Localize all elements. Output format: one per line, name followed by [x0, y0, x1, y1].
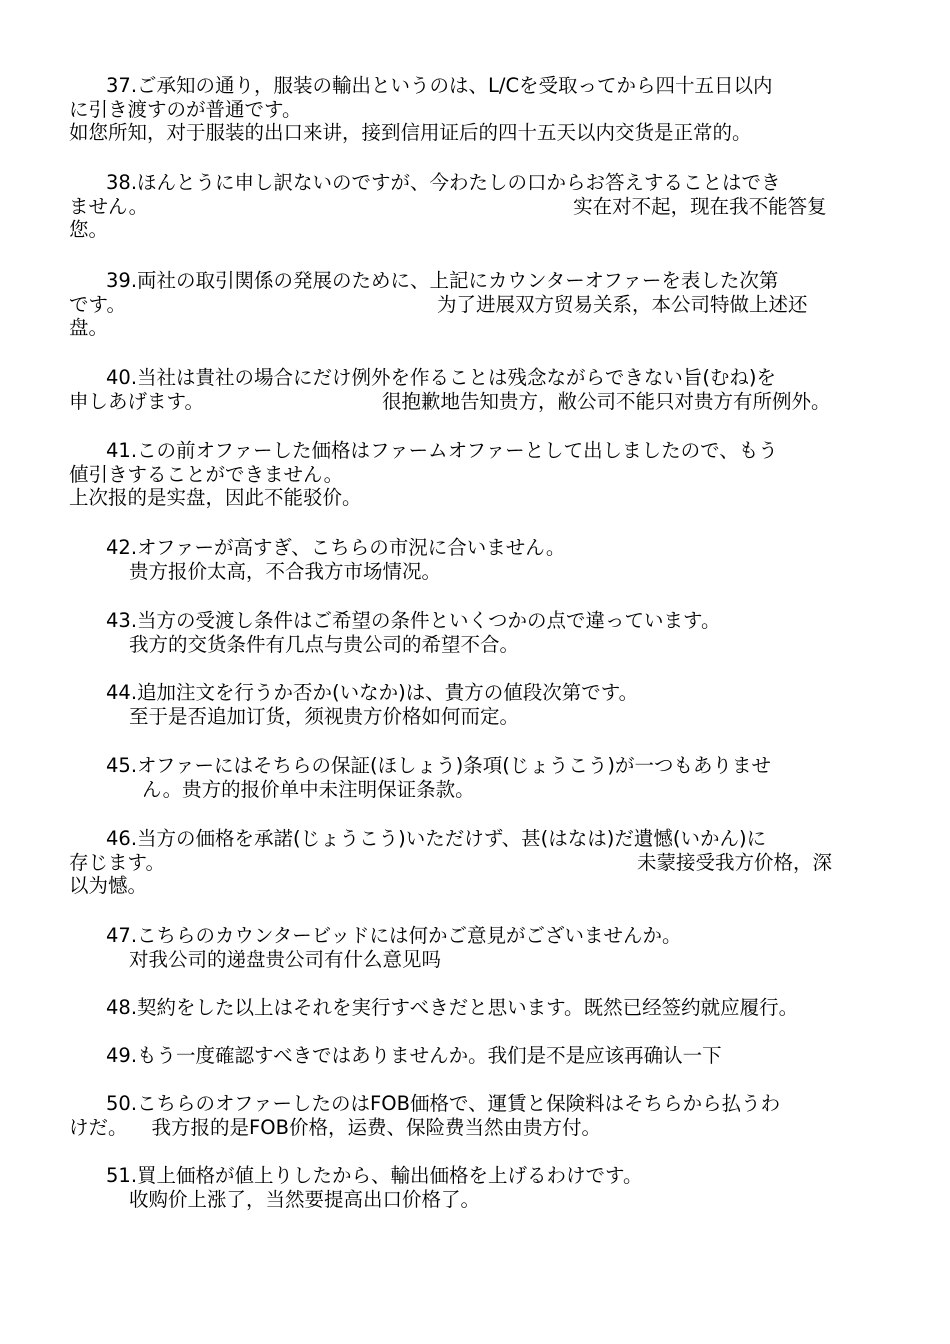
entry-chinese: 如您所知，对于服装的出口来讲，接到信用证后的四十五天以内交货是正常的。 [69, 121, 752, 144]
entry-japanese: 37.ご承知の通り，服装の輸出というのは、L/Cを受取ってから四十五日以内 [106, 74, 773, 97]
entry-japanese-cont: 申しあげます。 [69, 389, 204, 413]
entry-42 [69, 536, 899, 583]
entry-chinese: 实在对不起，现在我不能答复 [573, 194, 827, 218]
entry-39 [69, 269, 899, 340]
entry-chinese: 我们是不是应该再确认一下 [487, 1044, 722, 1067]
entry-43 [69, 609, 899, 656]
entry-japanese: 46.当方の価格を承諾(じょうこう)いただけず、甚(はなは)だ遺憾(いかん)に [106, 827, 767, 850]
entry-51 [69, 1164, 899, 1211]
entry-37 [69, 74, 899, 145]
entry-41 [69, 439, 899, 510]
entry-chinese-cont: 您。 [69, 218, 109, 241]
entry-38 [69, 171, 899, 242]
entry-japanese-cont: 存じます。 [69, 850, 165, 874]
entry-chinese: 贵方报价太高，不合我方市场情况。 [129, 559, 442, 583]
entry-50 [69, 1092, 899, 1139]
entry-chinese: 我方的交货条件有几点与贵公司的希望不合。 [129, 632, 520, 656]
entry-japanese: 38.ほんとうに申し訳ないのですが、今わたしの口からお答えすることはでき [106, 171, 781, 194]
entry-40 [69, 366, 899, 413]
entry-chinese: 既然已经签约就应履行。 [583, 996, 799, 1019]
entry-chinese: 上次报的是实盘，因此不能驳价。 [69, 486, 362, 509]
entry-japanese: 42.オファーが高すぎ、こちらの市況に合いません。 [106, 536, 566, 559]
entry-48 [69, 996, 899, 1020]
entry-49 [69, 1044, 899, 1068]
entry-japanese: 39.両社の取引関係の発展のために、上記にカウンターオファーを表した次第 [106, 269, 779, 292]
entry-chinese-cont: 盘。 [69, 316, 109, 339]
entry-japanese-cont: です。 [69, 292, 126, 316]
entry-japanese: 43.当方の受渡し条件はご希望の条件といくつかの点で違っています。 [106, 609, 721, 632]
entry-japanese: 45.オファーにはそちらの保証(ほしょう)条項(じょうこう)が一つもありませ [106, 754, 771, 777]
entry-44 [69, 681, 899, 728]
entry-chinese: 对我公司的递盘贵公司有什么意见吗 [129, 947, 442, 971]
entry-chinese-cont: 以为憾。 [69, 874, 148, 897]
entry-chinese: 我方报的是FOB价格，运费、保险费当然由贵方付。 [151, 1115, 601, 1139]
entry-47 [69, 924, 899, 971]
entry-chinese: 未蒙接受我方价格，深 [636, 850, 832, 874]
entry-japanese: 44.追加注文を行うか否か(いなか)は、貴方の値段次第です。 [106, 681, 639, 704]
entry-japanese: 47.こちらのカウンタービッドには何かご意見がございませんか。 [106, 924, 682, 947]
entry-japanese-cont: ん。 [142, 777, 183, 801]
entry-japanese-cont: 値引きすることができません。 [69, 462, 344, 486]
entry-japanese: 40.当社は貴社の場合にだけ例外を作ることは残念ながらできない旨(むね)を [106, 366, 777, 389]
entry-chinese: 至于是否追加订货，须视贵方价格如何而定。 [129, 704, 520, 728]
entry-chinese: 贵方的报价单中未注明保证条款。 [182, 777, 475, 801]
entry-japanese: 41.この前オファーした価格はファームオファーとして出しましたので、もう [106, 439, 778, 462]
entry-chinese: 很抱歉地告知贵方，敝公司不能只对贵方有所例外。 [381, 389, 831, 413]
entry-japanese-cont: ません。 [69, 194, 149, 218]
entry-japanese-cont: に引き渡すのが普通です。 [69, 97, 302, 121]
entry-japanese: 50.こちらのオファーしたのはFOB価格で、運賃と保険料はそちらから払うわ [106, 1092, 781, 1115]
entry-japanese: 48.契約をした以上はそれを実行すべきだと思います。 [106, 996, 584, 1019]
entry-chinese: 为了进展双方贸易关系，本公司特做上述还 [436, 292, 808, 316]
entry-japanese: 49.もう一度確認すべきではありませんか。 [106, 1044, 488, 1067]
entry-japanese: 51.買上価格が値上りしたから、輸出価格を上げるわけです。 [106, 1164, 643, 1187]
entry-chinese: 收购价上涨了，当然要提高出口价格了。 [129, 1187, 481, 1211]
entry-japanese-cont: けだ。 [69, 1115, 128, 1139]
entry-46 [69, 827, 899, 898]
entry-45 [69, 754, 899, 801]
